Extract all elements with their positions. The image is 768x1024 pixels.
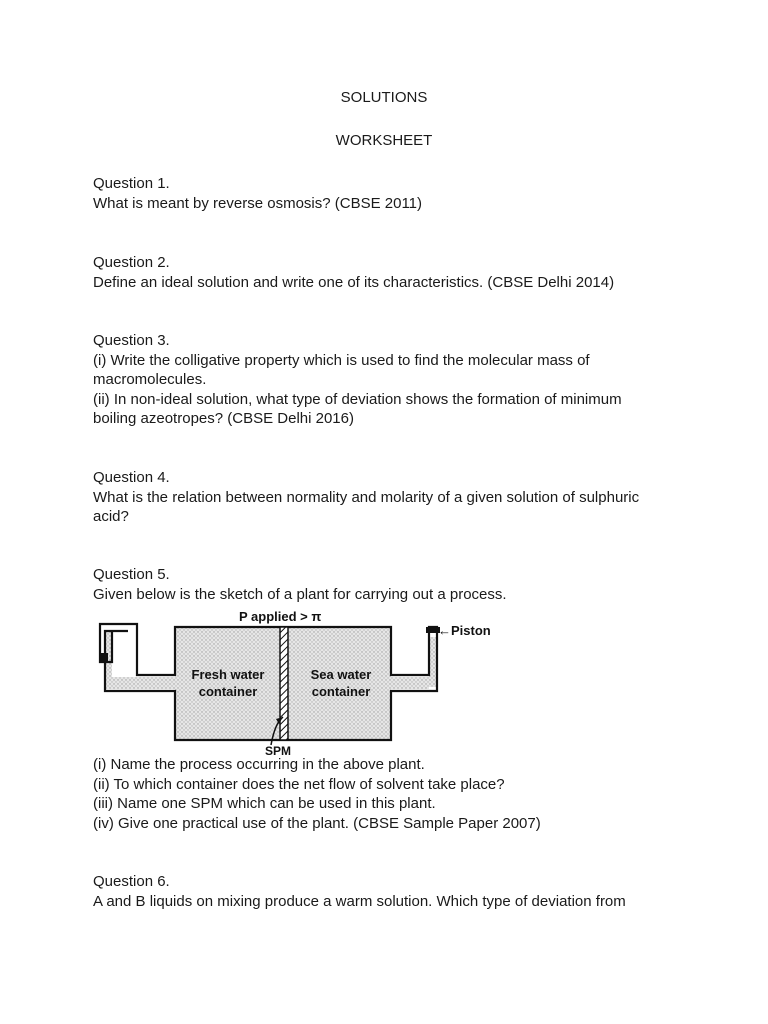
sea-water-label: Sea water [310,667,372,682]
semi-permeable-membrane [280,627,288,740]
question-5 [93,565,683,604]
document-title: SOLUTIONS [340,89,428,106]
water-fill [104,627,437,740]
question-text: (iv) Give one practical use of the plant. (CBSE Sample Paper 2007) [93,814,541,832]
piston-label: ←Piston [438,623,491,638]
question-text: boiling azeotropes? (CBSE Delhi 2016) [93,410,354,427]
reverse-osmosis-diagram [93,607,513,757]
question-text: (ii) To which container does the net flow of solvent take place? [93,775,505,793]
question-heading: Question 5. [93,566,170,583]
question-5-parts [93,755,683,833]
document-subtitle: WORKSHEET [335,132,433,149]
question-1 [93,174,683,213]
sea-water-label-2: container [311,684,371,699]
question-heading: Question 3. [93,332,170,349]
question-text: macromolecules. [93,371,207,388]
question-text: (iii) Name one SPM which can be used in this plant. [93,795,436,812]
question-text: (i) Write the colligative property which is used to find the molecular mass of [93,351,590,369]
question-text: acid? [93,508,129,525]
question-text: What is meant by reverse osmosis? (CBSE 2011) [93,194,423,212]
question-4 [93,468,683,527]
question-text: (i) Name the process occurring in the above plant. [93,756,425,773]
question-text: Given below is the sketch of a plant for carrying out a process. [93,585,507,603]
question-3 [93,331,683,429]
question-heading: Question 4. [93,469,170,486]
fresh-water-label: Fresh water [191,667,265,682]
question-heading: Question 6. [93,873,170,890]
question-text: Define an ideal solution and write one of its characteristics. (CBSE Delhi 2014) [93,273,615,291]
question-text: (ii) In non-ideal solution, what type of deviation shows the formation of minimum [93,390,622,408]
question-heading: Question 2. [93,254,170,271]
question-heading: Question 1. [93,175,170,192]
question-text: A and B liquids on mixing produce a warm solution. Which type of deviation from [93,892,626,910]
fresh-water-label-2: container [198,684,258,699]
left-plug [100,653,108,661]
spm-label: SPM [265,744,292,757]
pressure-label: P applied > π [239,609,322,624]
question-6 [93,872,683,911]
question-text: What is the relation between normality and molarity of a given solution of sulphuric [93,488,640,506]
question-2 [93,253,683,292]
